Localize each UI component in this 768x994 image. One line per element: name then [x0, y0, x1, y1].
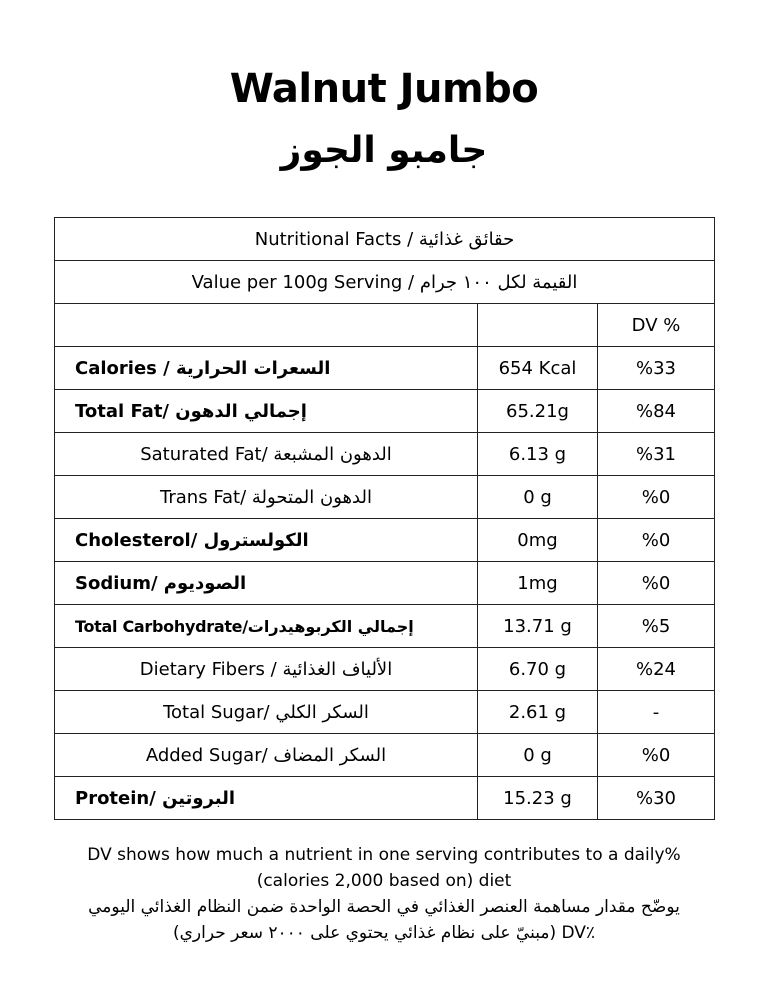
- nutrient-label: Added Sugar/ السكر المضاف: [55, 734, 478, 777]
- empty-cell: [55, 304, 478, 347]
- footnote: [20, 842, 748, 946]
- nutrient-dv: %5: [598, 605, 715, 648]
- nutrient-dv: -: [598, 691, 715, 734]
- nutrient-label: Total Fat/ إجمالي الدهون: [55, 390, 478, 433]
- empty-cell: [478, 304, 598, 347]
- nutrient-dv: %31: [598, 433, 715, 476]
- product-title-ar: جامبو الجوز: [280, 130, 488, 171]
- nutrition-facts-table: [54, 217, 715, 820]
- nutrient-dv: %0: [598, 734, 715, 777]
- nutrient-amount: 0mg: [478, 519, 598, 562]
- column-header-row: [55, 304, 715, 347]
- nutrient-amount: 13.71 g: [478, 605, 598, 648]
- nutrient-amount: 2.61 g: [478, 691, 598, 734]
- nutrient-label: Total Carbohydrate/إجمالي الكربوهيدرات: [55, 605, 478, 648]
- table-row: [55, 777, 715, 820]
- nutrient-label: Saturated Fat/ الدهون المشبعة: [55, 433, 478, 476]
- nutrient-amount: 15.23 g: [478, 777, 598, 820]
- nutrient-amount: 1mg: [478, 562, 598, 605]
- serving-row: [55, 261, 715, 304]
- footnote-line-ar-1: يوضّح مقدار مساهمة العنصر الغذائي في الحصة الواحدة ضمن النظام الغذائي اليومي: [88, 897, 680, 917]
- nutrient-label: Sodium/ الصوديوم: [55, 562, 478, 605]
- dv-column-header: DV %: [598, 304, 715, 347]
- table-row: [55, 734, 715, 777]
- nutrient-dv: %0: [598, 519, 715, 562]
- table-header-row: [55, 218, 715, 261]
- nutrient-dv: %0: [598, 476, 715, 519]
- table-row: [55, 476, 715, 519]
- product-title-en: Walnut Jumbo: [229, 66, 539, 112]
- nutrient-amount: 0 g: [478, 476, 598, 519]
- nutrient-amount: 0 g: [478, 734, 598, 777]
- table-row: [55, 519, 715, 562]
- footnote-line-en-2: (calories 2,000 based on) diet: [256, 871, 512, 891]
- footnote-line-en-1: DV shows how much a nutrient in one serving contributes to a daily%: [87, 845, 681, 865]
- nutrient-dv: %0: [598, 562, 715, 605]
- nutrient-label: Cholesterol/ الكولسترول: [55, 519, 478, 562]
- nutrient-amount: 654 Kcal: [478, 347, 598, 390]
- table-row: [55, 605, 715, 648]
- footnote-line-ar-2: (مبنيّ على نظام غذائي يحتوي على ٢٠٠٠ سعر حراري) DV٪: [172, 923, 596, 943]
- serving-size: Value per 100g Serving / القيمة لكل ١٠٠ جرام: [55, 261, 715, 304]
- nutrient-dv: %30: [598, 777, 715, 820]
- table-row: [55, 648, 715, 691]
- table-row: [55, 390, 715, 433]
- table-row: [55, 347, 715, 390]
- nutrition-facts-header: Nutritional Facts / حقائق غذائية: [55, 218, 715, 261]
- nutrient-label: Trans Fat/ الدهون المتحولة: [55, 476, 478, 519]
- nutrient-dv: %33: [598, 347, 715, 390]
- nutrient-dv: %24: [598, 648, 715, 691]
- nutrient-label: Calories / السعرات الحرارية: [55, 347, 478, 390]
- table-row: [55, 433, 715, 476]
- nutrient-amount: 6.70 g: [478, 648, 598, 691]
- table-row: [55, 691, 715, 734]
- table-row: [55, 562, 715, 605]
- nutrient-label: Total Sugar/ السكر الكلي: [55, 691, 478, 734]
- nutrient-dv: %84: [598, 390, 715, 433]
- nutrient-label: Dietary Fibers / الألياف الغذائية: [55, 648, 478, 691]
- nutrient-amount: 65.21g: [478, 390, 598, 433]
- nutrient-label: Protein/ البروتين: [55, 777, 478, 820]
- nutrient-amount: 6.13 g: [478, 433, 598, 476]
